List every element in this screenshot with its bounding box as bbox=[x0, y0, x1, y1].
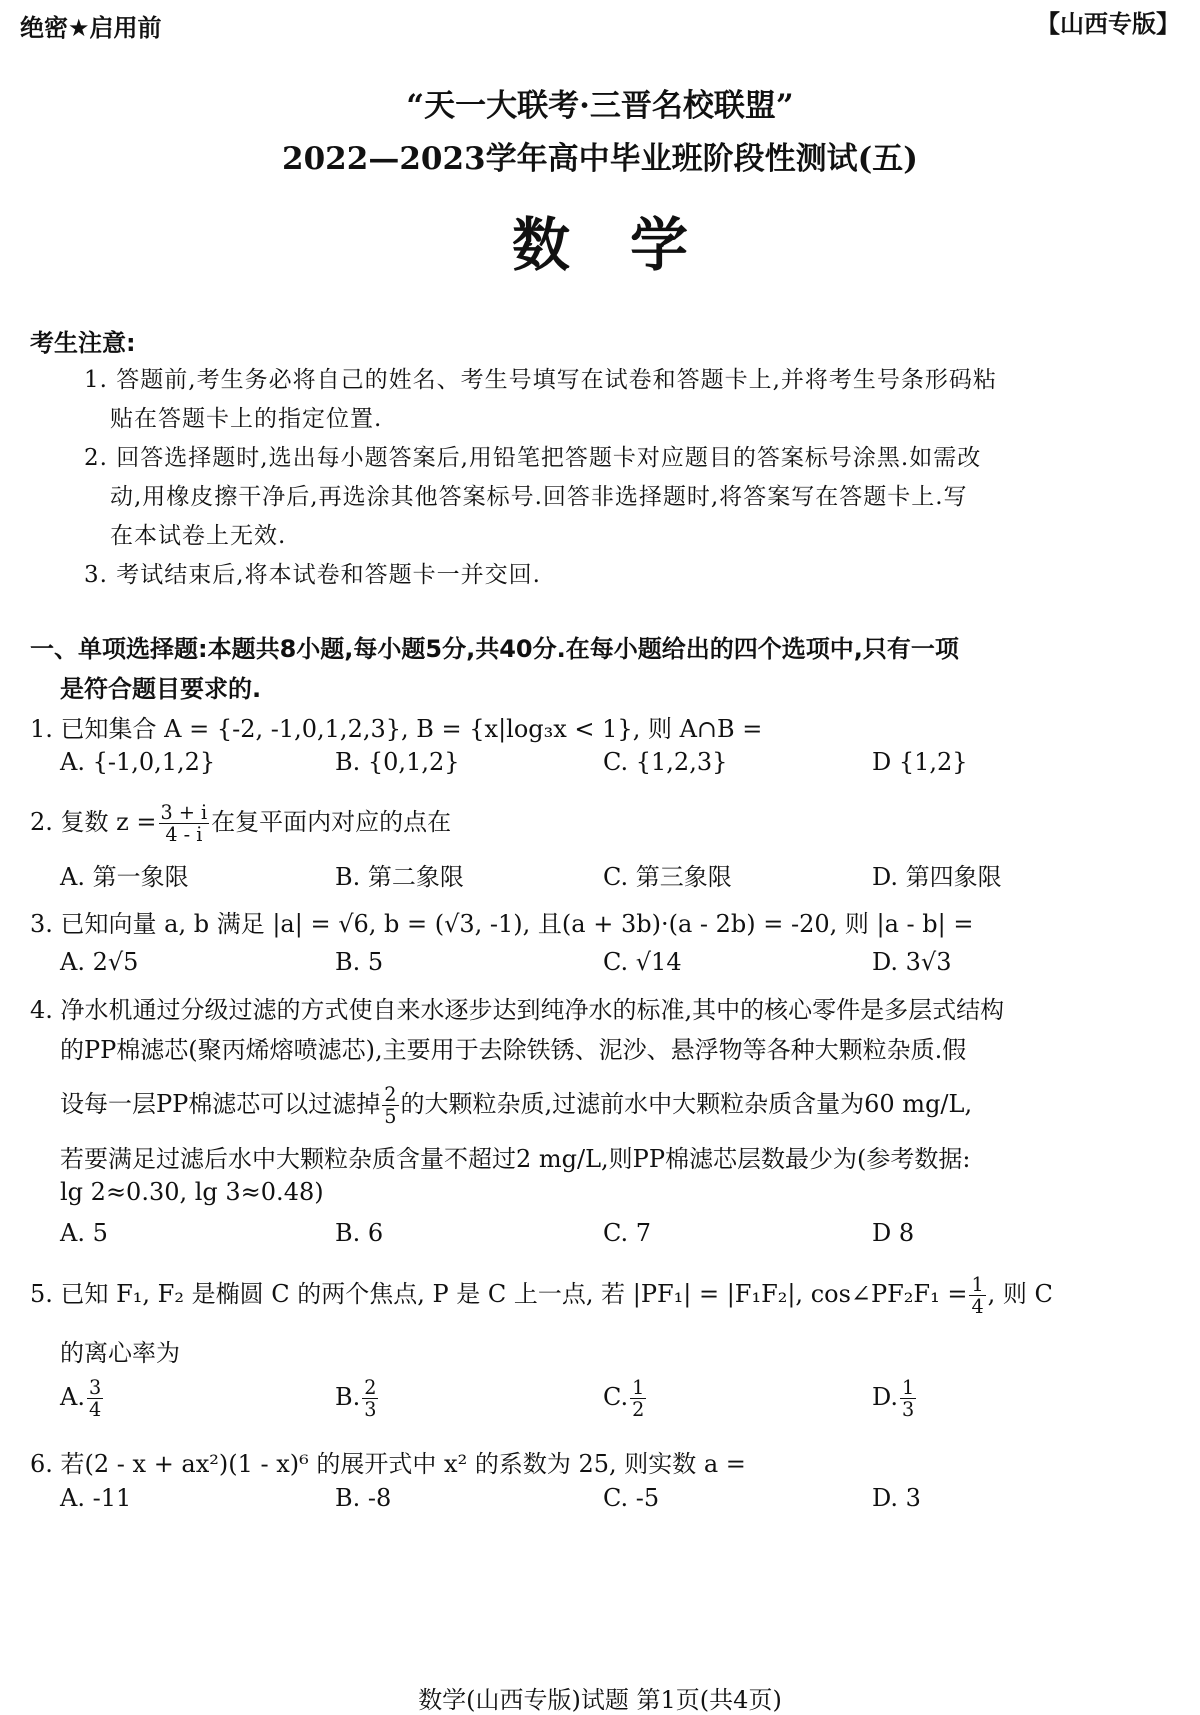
q3-option-d: D. 3√3 bbox=[872, 948, 952, 976]
q5-option-d-num: 1 bbox=[902, 1376, 915, 1399]
edition-label: 【山西专版】 bbox=[1036, 10, 1180, 38]
q4-option-a: A. 5 bbox=[60, 1219, 108, 1247]
q5-option-a-label: A. bbox=[60, 1383, 85, 1412]
page-footer: 数学(山西专版)试题 第1页(共4页) bbox=[418, 1686, 782, 1714]
exam-series-title: “天一大联考·三晋名校联盟” bbox=[406, 88, 794, 124]
question-4-line: lg 2≈0.30, lg 3≈0.48) bbox=[60, 1178, 324, 1206]
notice-heading: 考生注意: bbox=[30, 329, 136, 357]
q5-option-c bbox=[603, 1376, 648, 1422]
q2-option-c: C. 第三象限 bbox=[603, 863, 732, 891]
q4-option-c: C. 7 bbox=[603, 1219, 652, 1247]
q5-option-b-den: 3 bbox=[364, 1398, 377, 1422]
q5-line1-end: , 则 C bbox=[987, 1280, 1053, 1308]
q5-option-c-fraction bbox=[630, 1376, 646, 1422]
q5-option-b-num: 2 bbox=[364, 1376, 377, 1399]
question-6-stem: 6. 若(2 - x + ax²)(1 - x)⁶ 的展开式中 x² 的系数为 25, 则实数 a = bbox=[30, 1450, 746, 1478]
q5-option-d-den: 3 bbox=[902, 1398, 915, 1422]
q1-option-a: A. {-1,0,1,2} bbox=[60, 748, 216, 776]
q5-option-c-label: C. bbox=[603, 1383, 629, 1412]
q5-option-d-fraction bbox=[900, 1376, 916, 1422]
q6-option-a: A. -11 bbox=[60, 1484, 132, 1512]
q4-numerator: 2 bbox=[384, 1082, 397, 1106]
q3-option-b: B. 5 bbox=[335, 948, 384, 976]
q6-option-b: B. -8 bbox=[335, 1484, 392, 1512]
q2-suffix: 在复平面内对应的点在 bbox=[211, 808, 452, 836]
q2-option-d: D. 第四象限 bbox=[872, 863, 1002, 891]
q2-option-a: A. 第一象限 bbox=[60, 863, 189, 891]
question-4-line: 4. 净水机通过分级过滤的方式使自来水逐步达到纯净水的标准,其中的核心零件是多层式结构 bbox=[30, 996, 1005, 1024]
subject-title: 数学 bbox=[511, 211, 748, 279]
question-2-stem bbox=[30, 802, 451, 844]
q1-option-d: D {1,2} bbox=[872, 748, 968, 776]
q5-option-d-label: D. bbox=[872, 1383, 899, 1412]
q5-line1-start: 5. 已知 F₁, F₂ 是椭圆 C 的两个焦点, P 是 C 上一点, 若 |PF₁| = |F₁F₂|, cos∠PF₂F₁ = bbox=[30, 1280, 968, 1308]
q5-option-d bbox=[872, 1376, 918, 1422]
confidential-label: 绝密★启用前 bbox=[20, 14, 162, 42]
notice-line: 1. 答题前,考生务必将自己的姓名、考生号填写在试卷和答题卡上,并将考生号条形码粘 bbox=[84, 367, 997, 393]
notice-line: 动,用橡皮擦干净后,再选涂其他答案标号.回答非选择题时,将答案写在答题卡上.写 bbox=[110, 484, 968, 510]
q2-denominator: 4 - i bbox=[165, 823, 203, 846]
q3-option-c: C. √14 bbox=[603, 948, 682, 976]
q5-option-a bbox=[60, 1376, 105, 1422]
q5-fraction bbox=[969, 1272, 985, 1318]
q5-option-b bbox=[335, 1376, 380, 1422]
question-4-line: 若要满足过滤后水中大颗粒杂质含量不超过2 mg/L,则PP棉滤芯层数最少为(参考数据: bbox=[60, 1145, 971, 1173]
question-5-line bbox=[30, 1274, 1053, 1316]
q4-denominator: 5 bbox=[384, 1105, 397, 1128]
notice-line: 2. 回答选择题时,选出每小题答案后,用铅笔把答题卡对应题目的答案标号涂黑.如需改 bbox=[84, 445, 982, 471]
q2-numerator: 3 + i bbox=[160, 800, 208, 824]
q5-option-b-label: B. bbox=[335, 1383, 361, 1412]
q4-line3-start: 设每一层PP棉滤芯可以过滤掉 bbox=[60, 1090, 381, 1118]
q3-option-a: A. 2√5 bbox=[60, 948, 139, 976]
q5-option-a-fraction bbox=[87, 1376, 103, 1422]
question-1-stem: 1. 已知集合 A = {-2, -1,0,1,2,3}, B = {x|log₃x < 1}, 则 A∩B = bbox=[30, 715, 763, 743]
q2-prefix: 2. 复数 z = bbox=[30, 808, 157, 836]
question-4-line bbox=[60, 1084, 972, 1126]
q5-option-b-fraction bbox=[362, 1376, 378, 1422]
q5-numerator: 1 bbox=[971, 1272, 984, 1296]
question-3-stem: 3. 已知向量 a, b 满足 |a| = √6, b = (√3, -1), 且(a + 3b)·(a - 2b) = -20, 则 |a - b| = bbox=[30, 910, 974, 938]
question-5-line: 的离心率为 bbox=[60, 1339, 180, 1367]
q4-option-b: B. 6 bbox=[335, 1219, 384, 1247]
q5-denominator: 4 bbox=[971, 1295, 984, 1318]
q2-fraction bbox=[159, 800, 210, 846]
q4-line3-end: 的大颗粒杂质,过滤前水中大颗粒杂质含量为60 mg/L, bbox=[400, 1090, 973, 1118]
q5-option-a-den: 4 bbox=[88, 1398, 102, 1422]
notice-line: 贴在答题卡上的指定位置. bbox=[110, 406, 383, 432]
question-4-line: 的PP棉滤芯(聚丙烯熔喷滤芯),主要用于去除铁锈、泥沙、悬浮物等各种大颗粒杂质.假 bbox=[60, 1036, 967, 1064]
q6-option-c: C. -5 bbox=[603, 1484, 660, 1512]
q4-fraction bbox=[382, 1082, 398, 1128]
q1-option-c: C. {1,2,3} bbox=[603, 748, 728, 776]
q5-option-c-den: 2 bbox=[632, 1398, 645, 1422]
q4-option-d: D 8 bbox=[872, 1219, 915, 1247]
section-heading: 一、单项选择题:本题共8小题,每小题5分,共40分.在每小题给出的四个选项中,只有一项 bbox=[30, 635, 959, 663]
section-heading-cont: 是符合题目要求的. bbox=[60, 675, 262, 703]
q1-option-b: B. {0,1,2} bbox=[335, 748, 460, 776]
q6-option-d: D. 3 bbox=[872, 1484, 921, 1512]
notice-line: 3. 考试结束后,将本试卷和答题卡一并交回. bbox=[84, 562, 541, 588]
q2-option-b: B. 第二象限 bbox=[335, 863, 464, 891]
exam-title: 2022—2023学年高中毕业班阶段性测试(五) bbox=[282, 141, 918, 177]
q5-option-c-num: 1 bbox=[632, 1376, 645, 1399]
q5-option-a-num: 3 bbox=[88, 1376, 102, 1399]
notice-line: 在本试卷上无效. bbox=[110, 523, 287, 549]
